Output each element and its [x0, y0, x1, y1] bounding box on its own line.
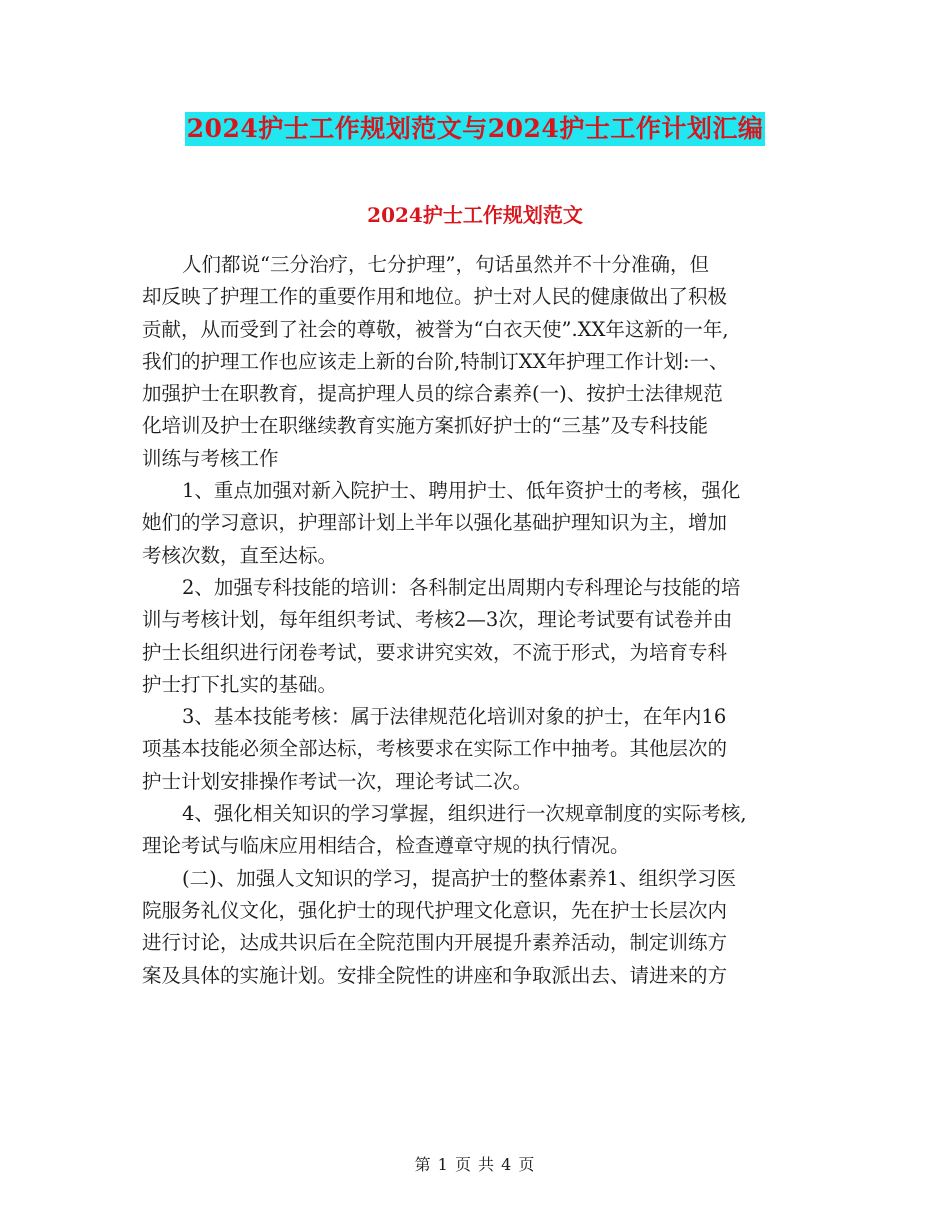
paragraph-line: 3、基本技能考核：属于法律规范化培训对象的护士，在年内16	[182, 705, 727, 729]
paragraph-line: 项基本技能必须全部达标，考核要求在实际工作中抽考。其他层次的	[142, 737, 728, 761]
paragraph	[142, 701, 827, 798]
paragraph-line: 却反映了护理工作的重要作用和地位。护士对人民的健康做出了积极	[142, 285, 728, 309]
paragraph-line: 理论考试与临床应用相结合，检查遵章守规的执行情况。	[142, 834, 630, 858]
paragraph-line: (二)、加强人文知识的学习，提高护士的整体素养1、组织学习医	[182, 866, 737, 890]
paragraph-line: 训练与考核工作	[142, 446, 279, 470]
paragraph-line: 训与考核计划，每年组织考试、考核2—3次，理论考试要有试卷并由	[142, 608, 733, 632]
paragraph-line: 化培训及护士在职继续教育实施方案抓好护士的“三基”及专科技能	[142, 414, 708, 438]
page-footer: 第 1 页 共 4 页	[414, 1155, 536, 1174]
paragraph-line: 护士打下扎实的基础。	[142, 672, 338, 696]
paragraph-line: 人们都说“三分治疗，七分护理”，句话虽然并不十分准确，但	[182, 253, 709, 276]
paragraph-line: 护士计划安排操作考试一次，理论考试二次。	[142, 769, 533, 793]
section-title: 2024护士工作规划范文	[367, 203, 583, 227]
paragraph-line: 进行讨论，达成共识后在全院范围内开展提升素养活动，制定训练方	[142, 931, 728, 955]
document-body	[142, 249, 827, 992]
paragraph-line: 护士长组织进行闭卷考试，要求讲究实效，不流于形式，为培育专科	[142, 640, 728, 664]
paragraph	[142, 475, 827, 572]
paragraph-line: 加强护士在职教育，提高护理人员的综合素养(一)、按护士法律规范	[142, 382, 723, 406]
paragraph-line: 考核次数，直至达标。	[142, 543, 338, 567]
paragraph-line: 她们的学习意识，护理部计划上半年以强化基础护理知识为主，增加	[142, 511, 728, 535]
paragraph-line: 院服务礼仪文化，强化护士的现代护理文化意识，先在护士长层次内	[142, 898, 728, 922]
paragraph-line: 我们的护理工作也应该走上新的台阶,特制订XX年护理工作计划:一、	[142, 349, 729, 373]
paragraph	[142, 572, 827, 701]
paragraph-line: 4、强化相关知识的学习掌握，组织进行一次规章制度的实际考核,	[182, 802, 747, 826]
document-title-container	[0, 112, 950, 146]
paragraph-line: 1、重点加强对新入院护士、聘用护士、低年资护士的考核，强化	[182, 479, 741, 503]
paragraph	[142, 798, 827, 863]
document-title: 2024护士工作规划范文与2024护士工作计划汇编	[185, 112, 766, 146]
paragraph-line: 2、加强专科技能的培训：各科制定出周期内专科理论与技能的培	[182, 575, 741, 599]
paragraph-line: 贡献，从而受到了社会的尊敬，被誉为“白衣天使”.XX年这新的一年,	[142, 317, 729, 341]
paragraph-line: 案及具体的实施计划。安排全院性的讲座和争取派出去、请进来的方	[142, 963, 728, 987]
paragraph	[142, 249, 827, 475]
paragraph	[142, 863, 827, 992]
